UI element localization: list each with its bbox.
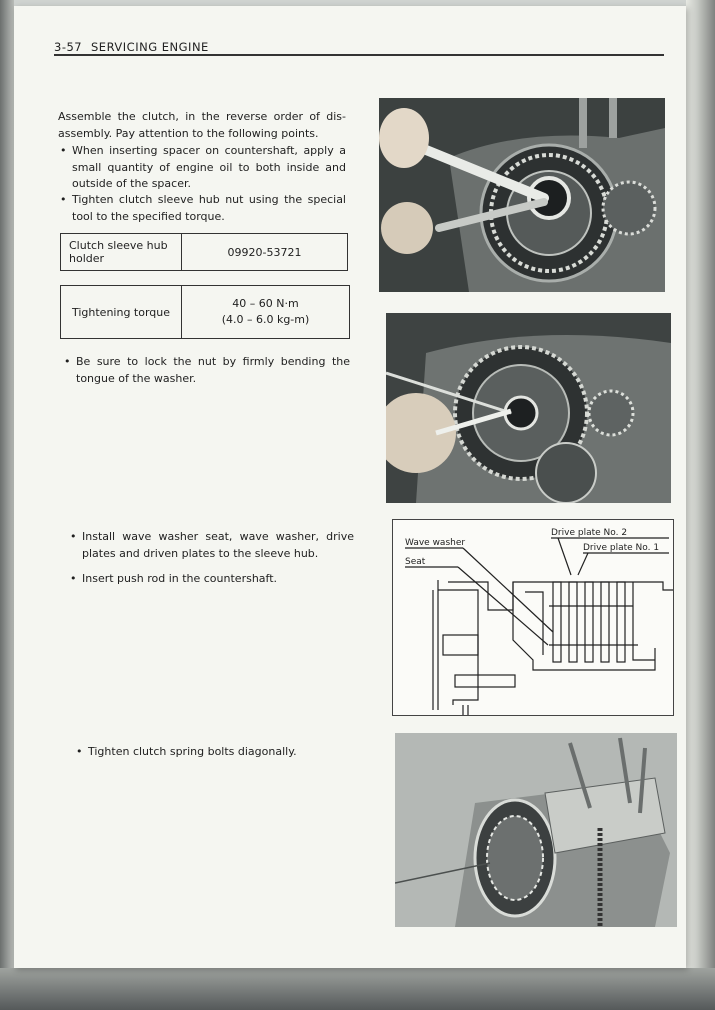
label-wave-washer: Wave washer xyxy=(405,538,466,548)
bullet-text: When inserting spacer on countershaft, apply a small quantity of engine oil to both inside and outside of the spacer. xyxy=(72,144,346,190)
scan-bottom-shadow xyxy=(0,968,715,1010)
clutch-photo-illustration xyxy=(379,98,665,292)
manual-page xyxy=(14,6,686,968)
header-rule xyxy=(54,54,664,56)
intro-paragraph: Assemble the clutch, in the reverse order of dis-assembly. Pay attention to the following points. xyxy=(58,110,346,140)
bullet-text: Be sure to lock the nut by firmly bending the tongue of the washer. xyxy=(76,355,350,385)
next-page-edge xyxy=(686,0,715,1010)
tool-label: Clutch sleeve hub holder xyxy=(61,234,182,271)
bullet-icon: • xyxy=(70,572,77,585)
book-binding-shadow xyxy=(0,0,14,1010)
bullet-tighten-nut xyxy=(60,192,346,225)
bullet-spacer-oil xyxy=(60,143,346,193)
clutch-cross-section-drawing xyxy=(393,520,673,715)
engine-photo-illustration xyxy=(395,733,677,927)
label-drive-plate-2: Drive plate No. 2 xyxy=(551,528,628,538)
bullet-text: Install wave washer seat, wave washer, drive plates and driven plates to the sleeve hub. xyxy=(82,530,354,560)
torque-value-nm: 40 – 60 N·m xyxy=(232,297,299,310)
torque-values xyxy=(182,286,350,339)
clutch-plates-diagram xyxy=(392,519,674,716)
bullet-icon: • xyxy=(76,745,83,758)
bullet-push-rod xyxy=(70,571,354,588)
bullet-icon: • xyxy=(60,193,67,206)
bullet-install-plates xyxy=(70,529,354,562)
photo-bending-washer xyxy=(386,313,671,503)
washer-photo-illustration xyxy=(386,313,671,503)
bullet-icon: • xyxy=(64,355,71,368)
bullet-icon: • xyxy=(60,144,67,157)
bullet-text: Tighten clutch sleeve hub nut using the special tool to the specified torque. xyxy=(72,193,346,223)
bullet-icon: • xyxy=(70,530,77,543)
torque-table xyxy=(60,285,350,339)
torque-value-kgm: (4.0 – 6.0 kg-m) xyxy=(221,313,310,326)
photo-spring-bolts xyxy=(395,733,677,927)
page-number: 3-57 xyxy=(54,40,83,54)
tool-number: 09920-53721 xyxy=(182,234,348,271)
label-drive-plate-1: Drive plate No. 1 xyxy=(583,543,660,553)
photo-clutch-hub-holder xyxy=(379,98,665,292)
bullet-lock-nut xyxy=(64,354,350,387)
special-tool-table xyxy=(60,233,348,271)
bullet-text: Tighten clutch spring bolts diagonally. xyxy=(88,745,297,758)
bullet-spring-bolts xyxy=(76,744,358,761)
section-title: SERVICING ENGINE xyxy=(91,40,209,54)
label-seat: Seat xyxy=(405,557,426,567)
torque-label: Tightening torque xyxy=(61,286,182,339)
bullet-text: Insert push rod in the countershaft. xyxy=(82,572,278,585)
